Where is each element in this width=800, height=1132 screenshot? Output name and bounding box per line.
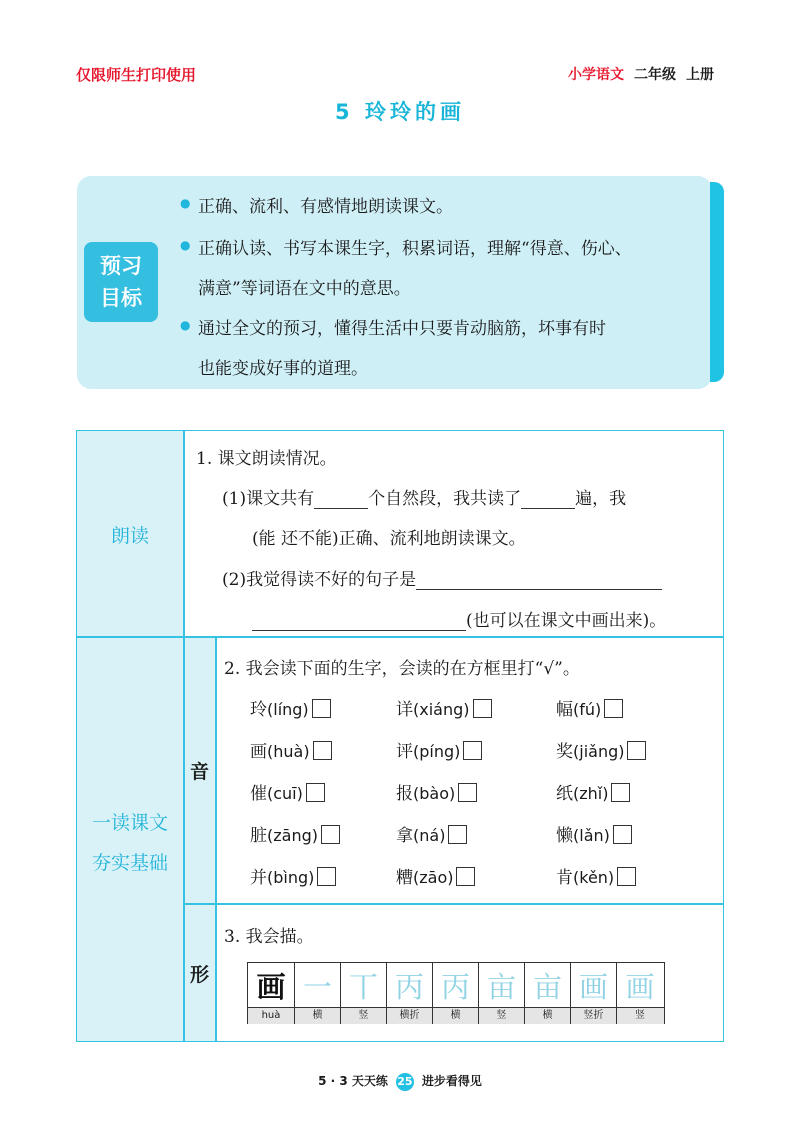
checkbox[interactable] <box>456 867 475 886</box>
sound-label: 音 <box>189 761 209 783</box>
bullet-icon: ● <box>180 196 191 210</box>
pinyin: (píng) <box>413 742 461 761</box>
hanzi: 纸 <box>556 784 573 804</box>
hanzi: 详 <box>396 700 413 720</box>
char-item <box>556 779 630 804</box>
preview-tag-line1: 预习 <box>100 254 142 278</box>
trace-char: 一 <box>302 970 332 1004</box>
basis-label-line2: 夯实基础 <box>91 852 168 874</box>
q1a-text: (1)课文共有 <box>222 489 315 509</box>
trace-cell[interactable] <box>295 963 341 1007</box>
trace-cell[interactable] <box>433 963 479 1007</box>
char-item <box>396 695 492 720</box>
grade-label: 二年级 <box>634 67 676 83</box>
hard-sentence-blank-2[interactable] <box>252 612 466 631</box>
question-3: 3. 我会描。 <box>224 927 314 947</box>
trace-char: 丙 <box>440 970 470 1004</box>
model-cell <box>248 963 295 1007</box>
char-item <box>250 737 332 762</box>
checkbox[interactable] <box>313 741 332 760</box>
char-item <box>396 821 467 846</box>
question-1a <box>222 484 626 509</box>
checkbox[interactable] <box>448 825 467 844</box>
footer-brand: 5 · 3 天天练 <box>318 1074 388 1088</box>
hanzi: 并 <box>250 868 267 888</box>
goal-1: 正确、流利、有感情地朗读课文。 <box>198 197 453 217</box>
hanzi: 幅 <box>556 700 573 720</box>
read-times-blank[interactable] <box>521 490 575 509</box>
checkbox[interactable] <box>617 867 636 886</box>
lesson-title: 5 玲玲的画 <box>335 100 465 124</box>
term-label: 上册 <box>686 67 714 83</box>
trace-char: 丅 <box>348 970 378 1004</box>
table-divider <box>76 636 724 638</box>
reading-label: 朗读 <box>110 525 149 547</box>
q1a-text: 个自然段，我共读了 <box>368 489 522 509</box>
checkbox[interactable] <box>627 741 646 760</box>
preview-goals-tag <box>84 242 158 322</box>
page-number: 25 <box>396 1073 414 1091</box>
pinyin: (zāo) <box>413 868 454 887</box>
stroke-name: 横 <box>433 1008 479 1024</box>
pinyin: (bìng) <box>267 868 315 887</box>
pinyin: (ná) <box>413 826 446 845</box>
bullet-icon: ● <box>180 318 191 332</box>
trace-char: 画 <box>578 970 608 1004</box>
question-1: 1. 课文朗读情况。 <box>196 449 337 469</box>
table-divider <box>183 903 724 905</box>
stroke-name: 横折 <box>387 1008 433 1024</box>
trace-cell[interactable] <box>617 963 663 1007</box>
checkbox[interactable] <box>611 783 630 802</box>
char-item <box>250 863 336 888</box>
pinyin: (zāng) <box>267 826 318 845</box>
page-footer <box>0 1072 800 1091</box>
char-item <box>250 779 325 804</box>
char-item <box>556 821 632 846</box>
stroke-name: 竖 <box>341 1008 387 1024</box>
char-item <box>396 737 482 762</box>
checkbox[interactable] <box>312 699 331 718</box>
trace-char: 画 <box>625 970 655 1004</box>
stroke-name: 横 <box>525 1008 571 1024</box>
pinyin: (huà) <box>267 742 310 761</box>
hanzi: 玲 <box>250 700 267 720</box>
pinyin: (kěn) <box>573 868 615 887</box>
table-divider <box>183 430 185 1042</box>
table-divider <box>215 636 217 1042</box>
hanzi: 报 <box>396 784 413 804</box>
book-info <box>568 64 714 84</box>
footer-slogan: 进步看得见 <box>421 1074 482 1088</box>
trace-char: 亩 <box>486 970 516 1004</box>
hanzi: 评 <box>396 742 413 762</box>
trace-cell[interactable] <box>387 963 433 1007</box>
pinyin: (zhǐ) <box>573 784 609 803</box>
char-item <box>556 695 623 720</box>
q1b-note: (也可以在课文中画出来)。 <box>466 611 667 631</box>
subject-label: 小学语文 <box>568 67 624 83</box>
trace-cell[interactable] <box>479 963 525 1007</box>
model-pinyin: huà <box>248 1008 295 1024</box>
char-item <box>396 779 477 804</box>
question-1b <box>222 565 662 590</box>
stroke-order-bar <box>248 1007 664 1024</box>
checkbox[interactable] <box>604 699 623 718</box>
hanzi: 画 <box>250 742 267 762</box>
trace-cell[interactable] <box>341 963 387 1007</box>
hanzi: 催 <box>250 784 267 804</box>
char-item <box>250 695 331 720</box>
checkbox[interactable] <box>613 825 632 844</box>
goal-2-line2: 满意”等词语在文中的意思。 <box>198 279 411 299</box>
char-item <box>250 821 340 846</box>
hanzi: 脏 <box>250 826 267 846</box>
goal-2-line1: 正确认读、书写本课生字，积累词语，理解“得意、伤心、 <box>198 239 632 259</box>
pinyin: (bào) <box>413 784 456 803</box>
trace-char: 亩 <box>532 970 562 1004</box>
hanzi: 糟 <box>396 868 413 888</box>
bullet-icon: ● <box>180 238 191 252</box>
pinyin: (líng) <box>267 700 309 719</box>
trace-char: 丙 <box>394 970 424 1004</box>
q1a-text: 遍，我 <box>575 489 627 509</box>
hanzi: 懒 <box>556 826 573 846</box>
checkbox[interactable] <box>321 825 340 844</box>
question-2: 2. 我会读下面的生字，会读的在方框里打“√”。 <box>224 659 580 679</box>
trace-cell[interactable] <box>525 963 571 1007</box>
goal-3-line1: 通过全文的预习，懂得生活中只要肯动脑筋，坏事有时 <box>198 319 606 339</box>
checkbox[interactable] <box>458 783 477 802</box>
stroke-name: 竖 <box>479 1008 525 1024</box>
preview-box-edge <box>710 182 724 382</box>
stroke-name: 横 <box>295 1008 341 1024</box>
q1b-text: (2)我觉得读不好的句子是 <box>222 570 417 590</box>
hanzi: 奖 <box>556 742 573 762</box>
goal-3-line2: 也能变成好事的道理。 <box>198 359 368 379</box>
char-item <box>396 863 475 888</box>
model-char: 画 <box>256 970 286 1004</box>
pinyin: (xiáng) <box>413 700 470 719</box>
pinyin: (fú) <box>573 700 602 719</box>
char-item <box>556 737 646 762</box>
pinyin: (jiǎng) <box>573 742 625 761</box>
stroke-name: 竖 <box>635 1010 645 1021</box>
tracing-grid <box>247 962 665 1024</box>
paragraph-count-blank[interactable] <box>314 490 368 509</box>
hanzi: 肯 <box>556 868 573 888</box>
basis-label-line1: 一读课文 <box>91 812 168 834</box>
question-1a-line2: (能 还不能)正确、流利地朗读课文。 <box>252 529 526 549</box>
trace-cell[interactable] <box>571 963 617 1007</box>
question-1b-line2 <box>252 606 666 631</box>
hanzi: 拿 <box>396 826 413 846</box>
shape-label: 形 <box>189 964 209 986</box>
char-item <box>556 863 636 888</box>
checkbox[interactable] <box>473 699 492 718</box>
hard-sentence-blank[interactable] <box>416 571 662 590</box>
checkbox[interactable] <box>463 741 482 760</box>
stroke-name: 竖折 <box>571 1008 617 1024</box>
checkbox[interactable] <box>306 783 325 802</box>
pinyin: (lǎn) <box>573 826 610 845</box>
preview-tag-line2: 目标 <box>100 286 142 310</box>
print-notice: 仅限师生打印使用 <box>76 66 197 84</box>
pinyin: (cuī) <box>267 784 303 803</box>
checkbox[interactable] <box>317 867 336 886</box>
